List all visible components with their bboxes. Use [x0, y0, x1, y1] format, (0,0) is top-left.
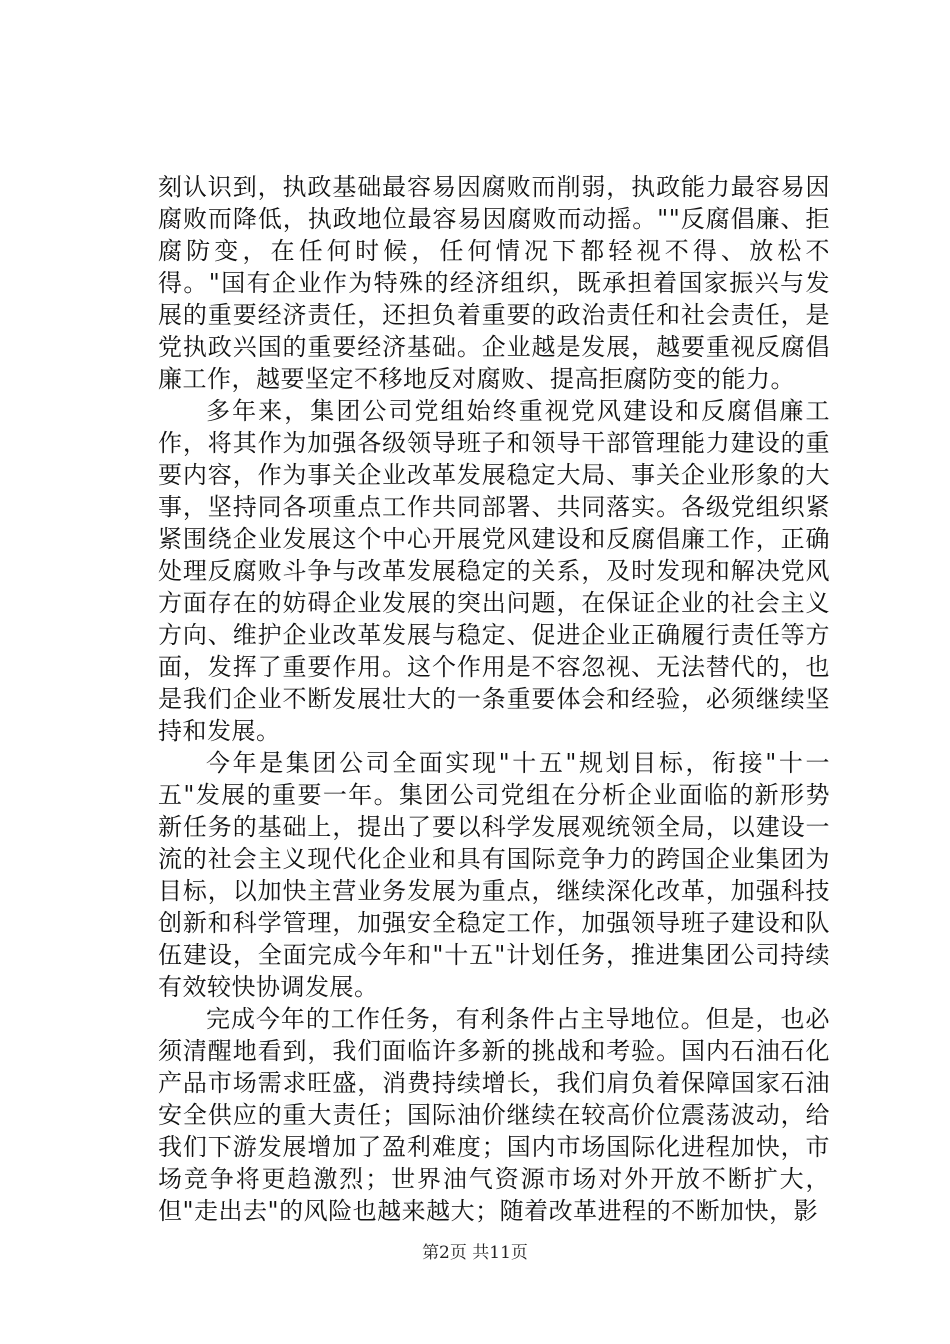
paragraph-4: 完成今年的工作任务，有利条件占主导地位。但是，也必须清醒地看到，我们面临许多新的挑战和考验。国内石油石化产品市场需求旺盛，消费持续增长，我们肩负着保障国家石油安全供应的重大责任；国际油价继续在较高价位震荡波动，给我们下游发展增加了盈利难度；国内市场国际化进程加快，市场竞争将更趋激烈；世界油气资源市场对外开放不断扩大，但"走出去"的风险也越来越大；随着改革进程的不断加快，影	[158, 1005, 830, 1225]
paragraph-3: 今年是集团公司全面实现"十五"规划目标，衔接"十一五"发展的重要一年。集团公司党组在分析企业面临的新形势新任务的基础上，提出了要以科学发展观统领全局，以建设一流的社会主义现代化企业和具有国际竞争力的跨国企业集团为目标，以加快主营业务发展为重点，继续深化改革，加强科技创新和科学管理，加强安全稳定工作，加强领导班子建设和队伍建设，全面完成今年和"十五"计划任务，推进集团公司持续有效较快协调发展。	[158, 749, 830, 1001]
body-text	[158, 171, 830, 1227]
page-footer: 第2页 共11页	[422, 1243, 528, 1263]
paragraph-2: 多年来，集团公司党组始终重视党风建设和反腐倡廉工作，将其作为加强各级领导班子和领导干部管理能力建设的重要内容，作为事关企业改革发展稳定大局、事关企业形象的大事，坚持同各项重点工作共同部署、共同落实。各级党组织紧紧围绕企业发展这个中心开展党风建设和反腐倡廉工作，正确处理反腐败斗争与改革发展稳定的关系，及时发现和解决党风方面存在的妨碍企业发展的突出问题，在保证企业的社会主义方向、维护企业改革发展与稳定、促进企业正确履行责任等方面，发挥了重要作用。这个作用是不容忽视、无法替代的，也是我们企业不断发展壮大的一条重要体会和经验，必须继续坚持和发展。	[158, 397, 830, 745]
paragraph-1: 刻认识到，执政基础最容易因腐败而削弱，执政能力最容易因腐败而降低，执政地位最容易因腐败而动摇。""反腐倡廉、拒腐防变，在任何时候，任何情况下都轻视不得、放松不得。"国有企业作为特殊的经济组织，既承担着国家振兴与发展的重要经济责任，还担负着重要的政治责任和社会责任，是党执政兴国的重要经济基础。企业越是发展，越要重视反腐倡廉工作，越要坚定不移地反对腐败、提高拒腐防变的能力。	[158, 173, 830, 393]
